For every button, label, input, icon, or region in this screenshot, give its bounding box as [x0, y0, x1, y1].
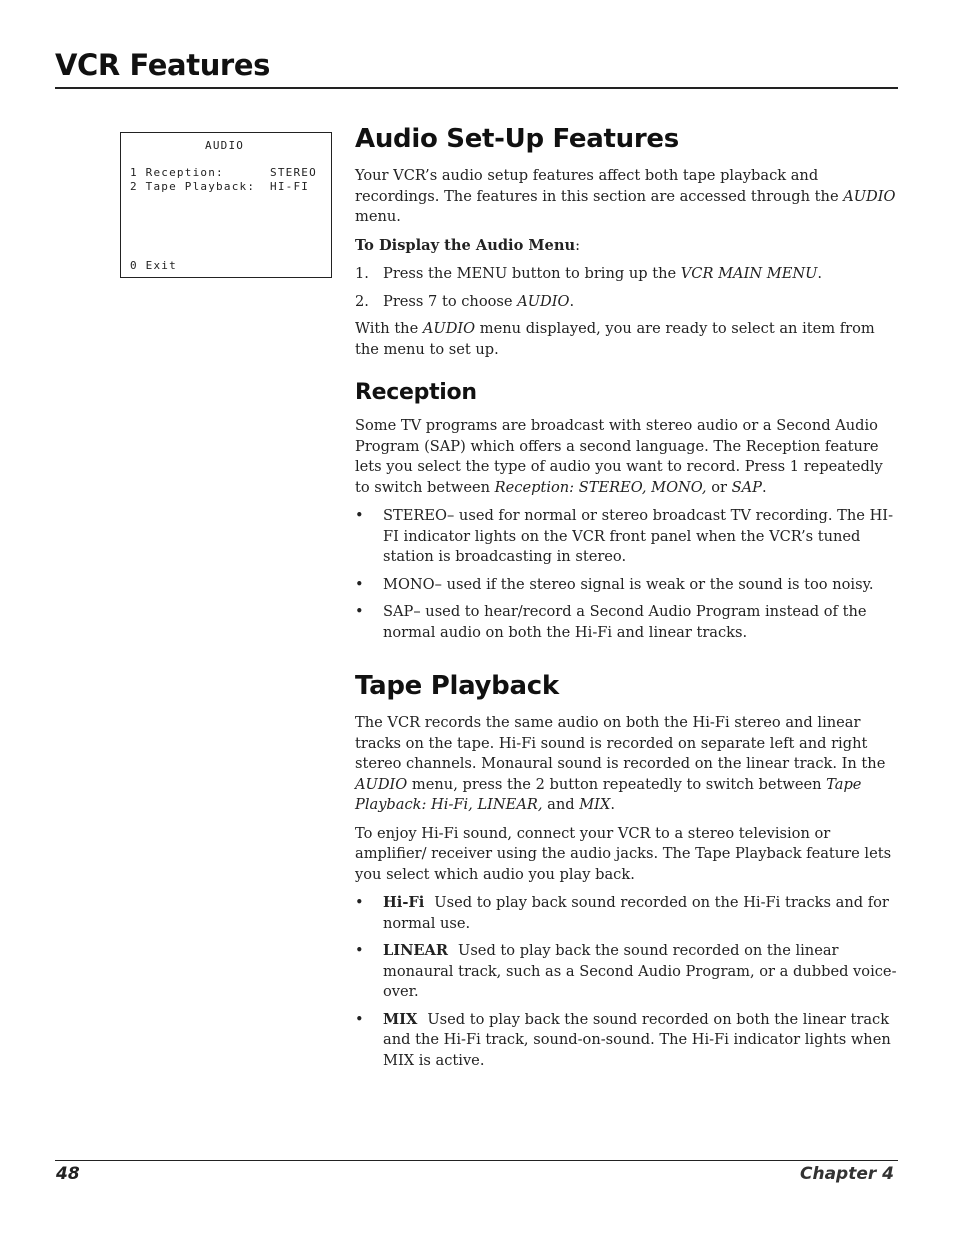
step-2-number: 2. — [355, 292, 369, 310]
bullet-icon: • — [355, 894, 364, 911]
menu-tape-playback-value: HI-FI — [270, 180, 310, 193]
tape-playback-heading: Tape Playback — [355, 671, 559, 701]
step-2-text-a: Press 7 to choose — [383, 292, 518, 310]
reception-bullet-text: MONO– used if the stereo signal is weak or the sound is too noisy. — [383, 575, 874, 593]
step-1 — [355, 264, 897, 285]
step-1-number: 1. — [355, 265, 369, 282]
step-1-text-b: . — [817, 265, 823, 282]
bullet-icon: • — [355, 942, 364, 959]
menu-reception-value: STEREO — [270, 166, 317, 179]
reception-bullet-text: SAP– used to hear/record a Second Audio Program instead of the normal audio on both the Hi-Fi and linear tracks. — [383, 603, 867, 641]
header-rule — [55, 87, 898, 89]
note-audio-menu: AUDIO — [422, 320, 476, 337]
reception-body — [355, 416, 897, 498]
bullet-icon: • — [355, 603, 364, 620]
tape-p1-end: . — [610, 796, 615, 813]
reception-or: or — [706, 478, 732, 496]
tape-bullet-hifi — [355, 893, 897, 934]
chapter-label: Chapter 4 — [799, 1164, 894, 1184]
display-menu-heading-text: To Display the Audio Menu — [355, 236, 576, 254]
reception-end: . — [761, 478, 767, 496]
intro-text-b: menu. — [355, 208, 401, 225]
reception-bullet-mono — [355, 575, 897, 596]
tape-p1-mix: MIX — [579, 796, 611, 813]
bullet-icon: • — [355, 507, 364, 524]
reception-heading: Reception — [355, 380, 477, 405]
display-menu-colon: : — [575, 236, 580, 254]
tape-p1-options: Tape Playback: Hi-Fi, LINEAR, — [355, 775, 862, 813]
menu-exit: 0 Exit — [130, 259, 177, 272]
reception-bullet-text: STEREO– used for normal or stereo broadcast TV recording. The HI-FI indicator lights on the VCR front panel when the VCR’s tuned station is broadcasting in stereo. — [383, 507, 894, 565]
step-2-menu-name: AUDIO — [517, 292, 570, 310]
step-2-text-b: . — [569, 292, 575, 310]
menu-reception-label: 1 Reception: — [130, 166, 224, 179]
tape-p1-b: menu, press the 2 button repeatedly to switch between — [407, 775, 827, 793]
step-1-menu-name: VCR MAIN MENU — [680, 265, 818, 282]
tape-bullet-linear — [355, 941, 897, 1003]
bullet-icon: • — [355, 575, 364, 593]
step-1-text-a: Press the MENU button to bring up the — [383, 265, 681, 282]
tape-playback-p2: To enjoy Hi-Fi sound, connect your VCR to a stereo television or amplifier/ receiver using the audio jacks. The Tape Playback feature lets you select which audio you play back. — [355, 824, 892, 883]
reception-options: Reception: STEREO, MONO, — [494, 478, 707, 496]
tape-bullet-text: Used to play back sound recorded on the Hi-Fi tracks and for normal use. — [383, 894, 889, 932]
reception-sap: SAP — [731, 478, 762, 496]
tape-bullet-mix — [355, 1010, 897, 1072]
note-text-b: menu displayed, you are ready to select an item from the menu to set up. — [355, 320, 875, 358]
tape-p1-a: The VCR records the same audio on both the Hi-Fi stereo and linear tracks on the tape. Hi-Fi sound is recorded on separate left and right stereo channels. Monaural sound is recorded on the linear track. In the — [355, 714, 886, 772]
intro-text-a: Your VCR’s audio setup features affect both tape playback and recordings. The features in this section are accessed through the — [355, 167, 844, 205]
step-2 — [355, 292, 897, 313]
page-header-title: VCR Features — [55, 48, 270, 82]
reception-bullet-sap — [355, 602, 897, 643]
intro-audio-menu: AUDIO — [843, 187, 896, 205]
tape-p1-audio: AUDIO — [355, 775, 408, 793]
note-text-a: With the — [355, 320, 423, 337]
tape-bullet-term: MIX — [383, 1010, 418, 1028]
reception-bullet-stereo — [355, 506, 897, 568]
tape-bullet-term: Hi-Fi — [383, 894, 425, 911]
main-content — [355, 120, 897, 1078]
display-menu-heading — [355, 236, 897, 257]
bullet-icon: • — [355, 1010, 364, 1028]
tape-bullet-term: LINEAR — [383, 942, 449, 959]
tape-bullet-text: Used to play back the sound recorded on the linear monaural track, such as a Second Audio Program, or a dubbed voice-over. — [383, 942, 897, 1000]
menu-tape-playback-label: 2 Tape Playback: — [130, 180, 256, 193]
reception-body-a: Some TV programs are broadcast with stereo audio or a Second Audio Program (SAP) which offers a second language. The Reception feature lets you select the type of audio you want to record. Press 1 repeatedly to switch between — [355, 417, 883, 496]
tape-p1-and: and — [542, 796, 580, 813]
menu-title: AUDIO — [205, 139, 245, 152]
tape-playback-p1 — [355, 713, 897, 816]
audio-setup-heading: Audio Set-Up Features — [355, 124, 679, 154]
audio-setup-intro — [355, 166, 897, 228]
audio-menu-screen — [120, 132, 332, 278]
tape-bullet-text: Used to play back the sound recorded on both the linear track and the Hi-Fi track, sound-on-sound. The Hi-Fi indicator lights when MIX is active. — [383, 1010, 891, 1069]
page-number: 48 — [56, 1164, 80, 1184]
audio-menu-displayed-note — [355, 319, 897, 360]
footer-rule — [55, 1160, 898, 1161]
